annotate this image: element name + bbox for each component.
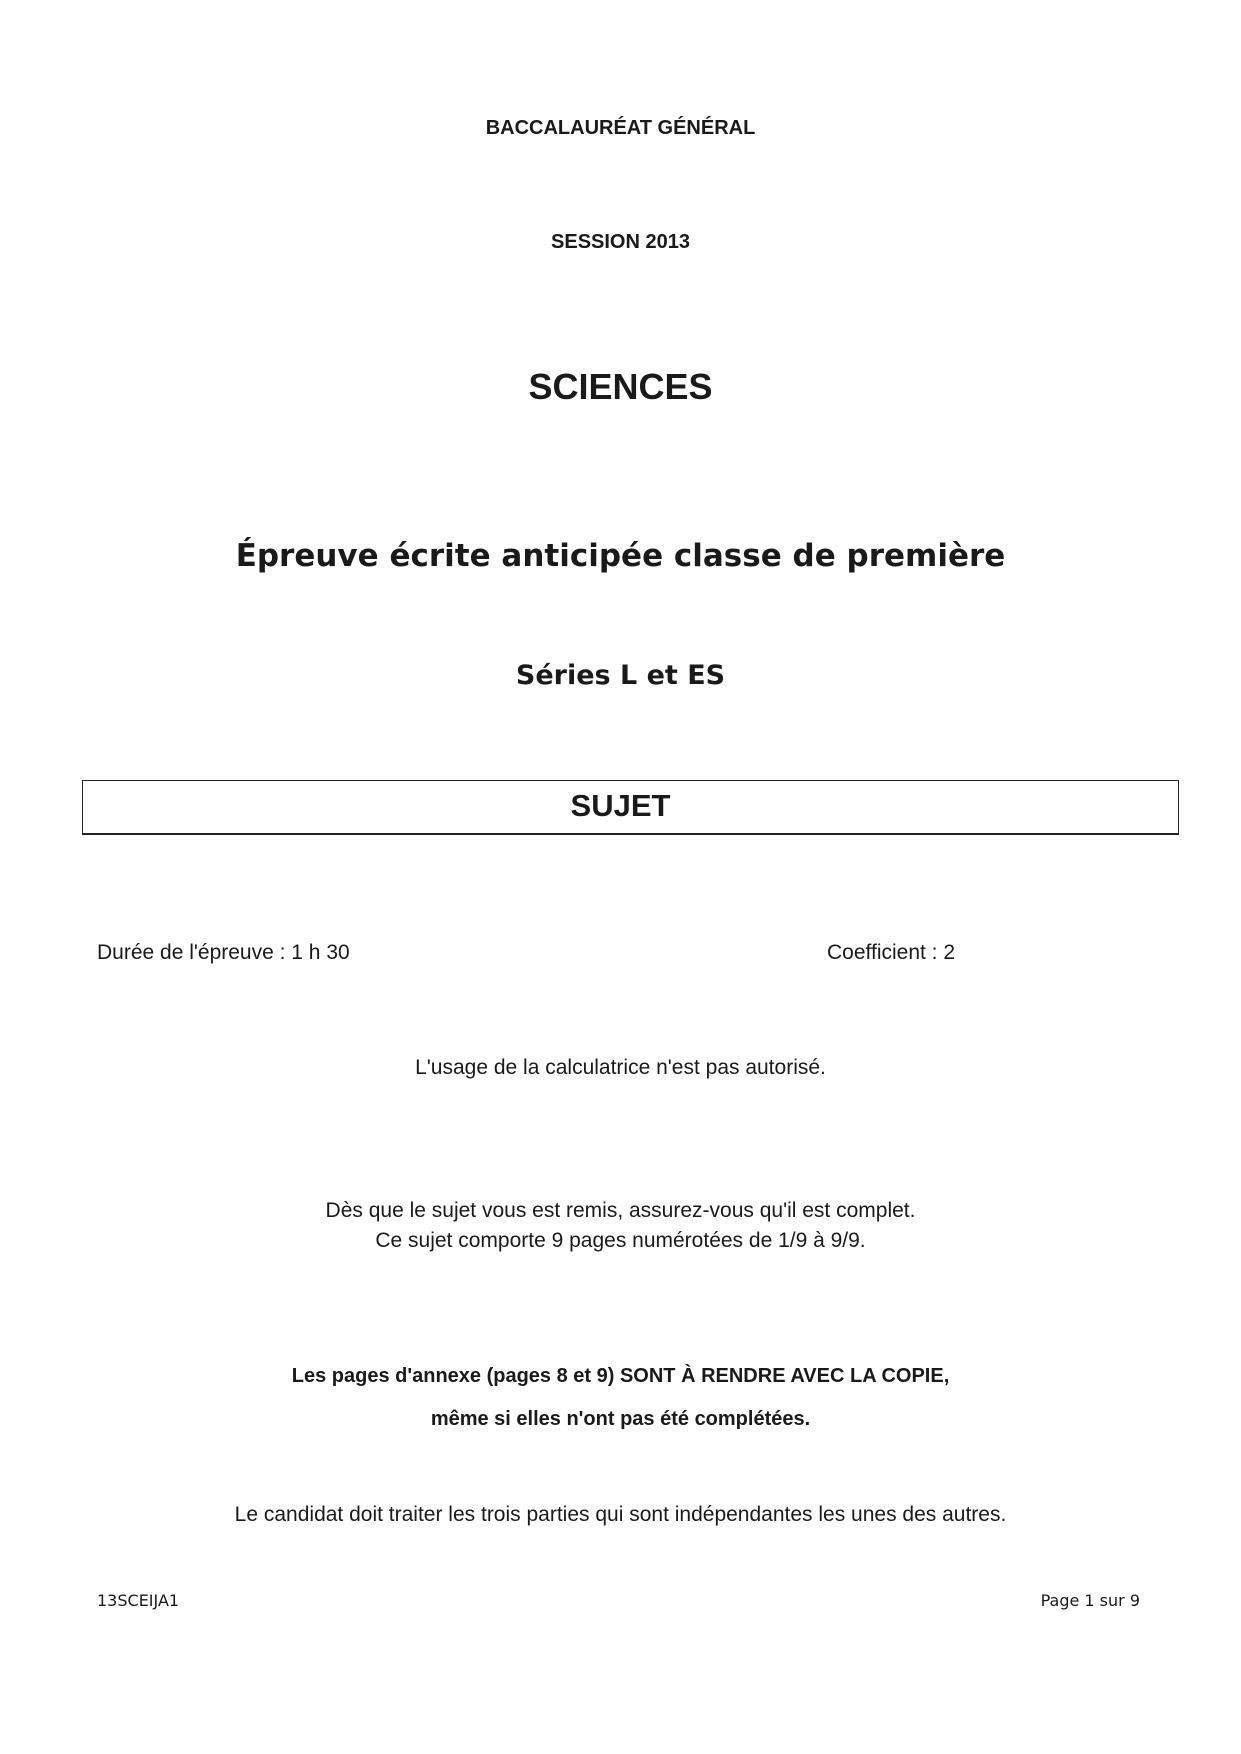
check-notice-line1: Dès que le sujet vous est remis, assurez-vous qu'il est complet.	[325, 1199, 916, 1222]
session-label: SESSION 2013	[551, 231, 690, 253]
subject-title: SCIENCES	[528, 366, 713, 407]
annex-notice-line2: même si elles n'ont pas été complétées.	[430, 1408, 811, 1430]
exam-title: BACCALAURÉAT GÉNÉRAL	[485, 117, 756, 139]
duration: Durée de l'épreuve : 1 h 30	[97, 941, 350, 964]
calculator-notice: L'usage de la calculatrice n'est pas autorisé.	[415, 1056, 826, 1079]
test-type-title: Épreuve écrite anticipée classe de première	[235, 538, 1006, 574]
annex-notice-line1: Les pages d'annexe (pages 8 et 9) SONT À RENDRE AVEC LA COPIE,	[291, 1365, 950, 1387]
series-label: Séries L et ES	[515, 660, 726, 691]
check-notice-line2: Ce sujet comporte 9 pages numérotées de 1/9 à 9/9.	[375, 1229, 866, 1252]
coefficient: Coefficient : 2	[827, 941, 956, 964]
footer-page-number: Page 1 sur 9	[1040, 1591, 1140, 1610]
instructions: Le candidat doit traiter les trois parties qui sont indépendantes les unes des autres.	[234, 1503, 1007, 1526]
sujet-label: SUJET	[570, 788, 671, 823]
footer-code: 13SCEIJA1	[97, 1591, 180, 1610]
